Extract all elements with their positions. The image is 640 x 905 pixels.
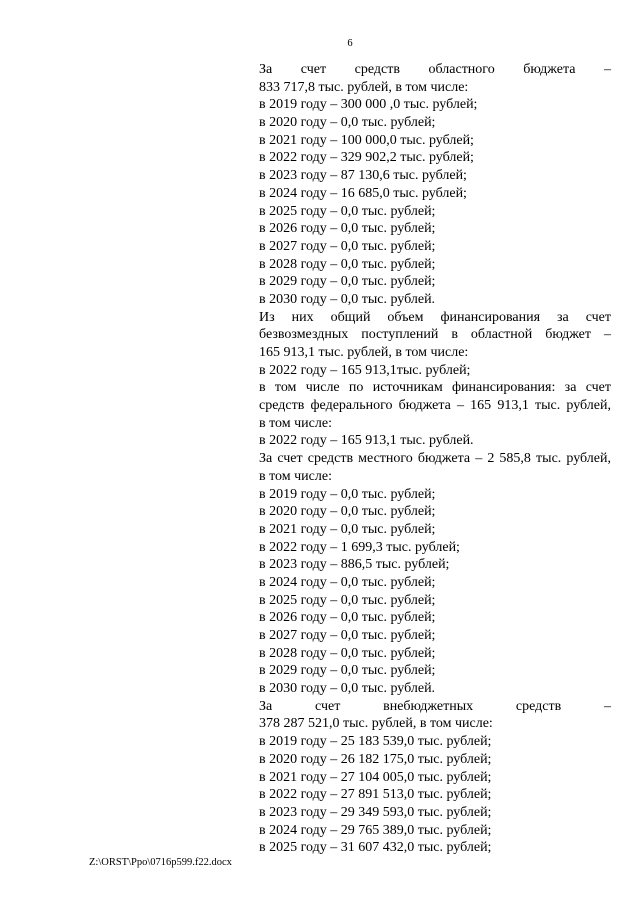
text-line: в 2022 году – 329 902,2 тыс. рублей; bbox=[259, 150, 474, 166]
text-line: в 2029 году – 0,0 тыс. рублей; bbox=[259, 274, 436, 290]
text-line: в 2026 году – 0,0 тыс. рублей; bbox=[259, 221, 436, 237]
text-line: в том числе: bbox=[259, 468, 332, 484]
text-line: в 2025 году – 0,0 тыс. рублей; bbox=[259, 592, 436, 608]
text-line: 165 913,1 тыс. рублей, в том числе: bbox=[259, 345, 469, 360]
text-line: в 2020 году – 0,0 тыс. рублей; bbox=[259, 115, 436, 131]
text-line: в 2024 году – 0,0 тыс. рублей; bbox=[259, 574, 436, 590]
text-line: За счет средств местного бюджета – 2 585,8 тыс. рублей, bbox=[259, 451, 611, 467]
text-line: За счет средств областного бюджета – bbox=[259, 62, 611, 77]
text-line: в 2022 году – 165 913,1 тыс. рублей. bbox=[259, 433, 474, 449]
text-line: в 2025 году – 31 607 432,0 тыс. рублей; bbox=[259, 840, 492, 856]
text-line: в 2030 году – 0,0 тыс. рублей. bbox=[259, 681, 436, 697]
text-line: в 2023 году – 87 130,6 тыс. рублей; bbox=[259, 168, 467, 184]
text-line: в 2023 году – 886,5 тыс. рублей; bbox=[259, 557, 450, 573]
text-line: в 2029 году – 0,0 тыс. рублей; bbox=[259, 663, 436, 679]
text-line: в 2028 году – 0,0 тыс. рублей; bbox=[259, 256, 436, 272]
text-line: в 2019 году – 300 000 ,0 тыс. рублей; bbox=[259, 97, 478, 113]
text-line: в 2022 году – 165 913,1тыс. рублей; bbox=[259, 362, 471, 378]
text-line: в том числе: bbox=[259, 415, 332, 431]
document-body bbox=[259, 61, 611, 857]
text-line: в 2021 году – 27 104 005,0 тыс. рублей; bbox=[259, 769, 492, 785]
text-line: 378 287 521,0 тыс. рублей, в том числе: bbox=[259, 716, 493, 732]
text-line: в 2024 году – 29 765 389,0 тыс. рублей; bbox=[259, 822, 492, 838]
text-line: в 2027 году – 0,0 тыс. рублей; bbox=[259, 238, 436, 254]
text-line: 833 717,8 тыс. рублей, в том числе: bbox=[259, 79, 469, 95]
text-line: в 2024 году – 16 685,0 тыс. рублей; bbox=[259, 185, 467, 201]
text-line: в 2025 году – 0,0 тыс. рублей; bbox=[259, 203, 436, 219]
text-line: в том числе по источникам финансирования: за счет bbox=[259, 380, 611, 396]
text-line: безвозмездных поступлений в областной бюджет – bbox=[259, 327, 611, 343]
text-line: За счет внебюджетных средств – bbox=[259, 698, 611, 714]
text-line: в 2021 году – 100 000,0 тыс. рублей; bbox=[259, 132, 474, 148]
text-line: в 2030 году – 0,0 тыс. рублей. bbox=[259, 291, 436, 307]
text-line: средств федерального бюджета – 165 913,1 тыс. рублей, bbox=[259, 398, 611, 414]
text-line: в 2028 году – 0,0 тыс. рублей; bbox=[259, 645, 436, 661]
text-line: в 2021 году – 0,0 тыс. рублей; bbox=[259, 521, 436, 537]
page-number: 6 bbox=[347, 38, 353, 49]
text-line: в 2027 году – 0,0 тыс. рублей; bbox=[259, 628, 436, 643]
text-line: Из них общий объем финансирования за счет bbox=[259, 309, 611, 325]
text-line: в 2026 году – 0,0 тыс. рублей; bbox=[259, 610, 436, 626]
text-line: в 2020 году – 26 182 175,0 тыс. рублей; bbox=[259, 751, 492, 767]
text-line: в 2022 году – 27 891 513,0 тыс. рублей; bbox=[259, 787, 492, 803]
text-line: в 2020 году – 0,0 тыс. рублей; bbox=[259, 504, 436, 520]
text-line: в 2022 году – 1 699,3 тыс. рублей; bbox=[259, 539, 460, 555]
footer-file-path: Z:\ORST\Ppo\0716p599.f22.docx bbox=[89, 857, 232, 868]
text-line: в 2023 году – 29 349 593,0 тыс. рублей; bbox=[259, 804, 492, 820]
text-line: в 2019 году – 25 183 539,0 тыс. рублей; bbox=[259, 734, 492, 750]
text-line: в 2019 году – 0,0 тыс. рублей; bbox=[259, 486, 436, 502]
